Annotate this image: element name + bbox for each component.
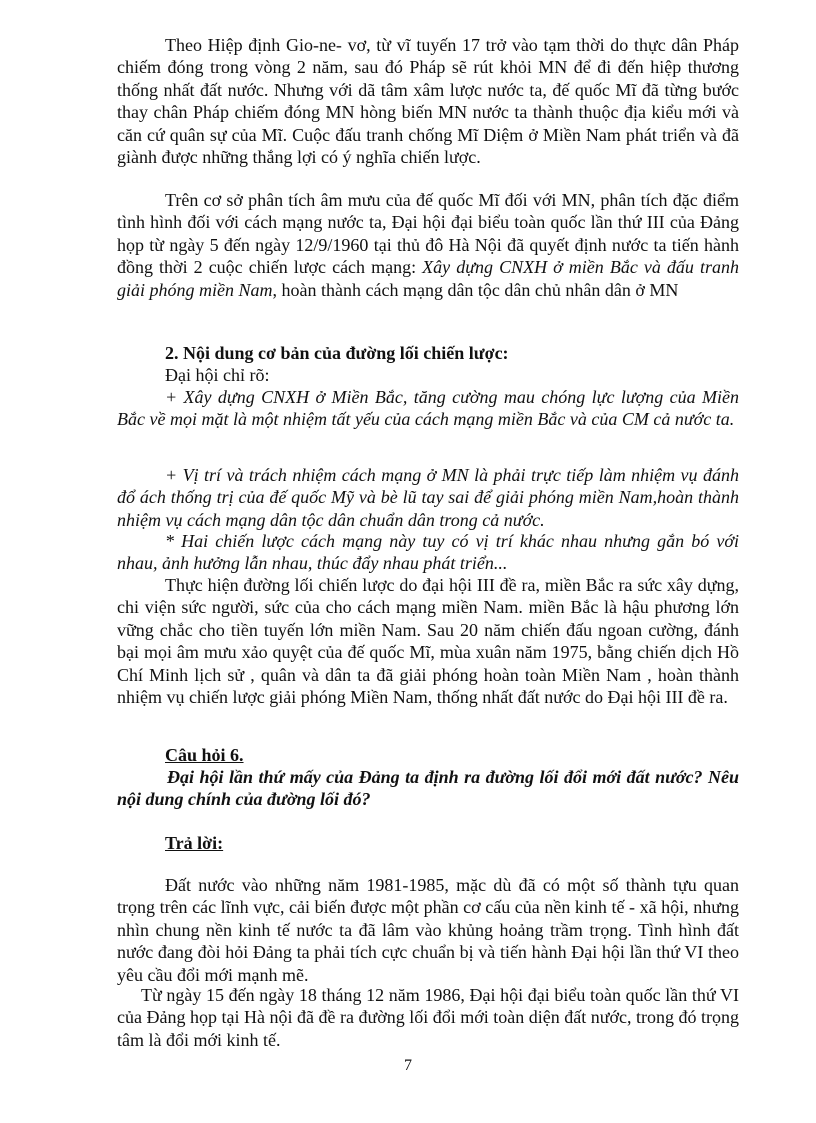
paragraph-crisis: Đất nước vào những năm 1981-1985, mặc dù đã có một số thành tựu quan trọng trên các lĩnh vực, cải biến được một phần cơ cấu của nền kinh tế - xã hội, nhưng nhìn chung nền kinh tế nước ta đã lâm vào khủng hoảng trầm trọng. Tình hình đất nước đang đòi hỏi Đảng ta phải tích cực chuẩn bị và tiến hành Đại hội lần thứ VI theo yêu cầu đổi mới mạnh mẽ. [117,875,739,985]
paragraph-congress-vi: Từ ngày 15 đến ngày 18 tháng 12 năm 1986, Đại hội đại biểu toàn quốc lần thứ VI của Đảng họp tại Hà nội đã đề ra đường lối đổi mới toàn diện đất nước, trong đó trọng tâm là đổi mới kinh tế. [117,985,739,1050]
bullet-north: + Xây dựng CNXH ở Miền Bắc, tăng cường mau chóng lực lượng của Miền Bắc về mọi mặt là một nhiệm tất yếu của cách mạng miền Bắc và của CM cả nước ta. [117,387,739,430]
paragraph-geneva: Theo Hiệp định Gio-ne- vơ, từ vĩ tuyến 17 trở vào tạm thời do thực dân Pháp chiếm đóng trong vòng 2 năm, sau đó Pháp sẽ rút khỏi MN để đi đến hiệp thương thống nhất đất nước. Nhưng với dã tâm xâm lược nước ta, đế quốc Mĩ đã từng bước thay chân Pháp chiếm đóng MN hòng biến MN nước ta thành thuộc địa kiểu mới và căn cứ quân sự của Mĩ. Cuộc đấu tranh chống Mĩ Diệm ở Miền Nam phát triển và đã giành được những thắng lợi có ý nghĩa chiến lược. [117,35,739,168]
page-number: 7 [404,1057,412,1074]
bullet-south: + Vị trí và trách nhiệm cách mạng ở MN là phải trực tiếp làm nhiệm vụ đánh đổ ách thống trị của đế quốc Mỹ và bè lũ tay sai để giải phóng miền Nam,hoàn thành nhiệm vụ cách mạng dân tộc dân chuẩn dân trong cả nước. [117,465,739,530]
question-label: Câu hỏi 6. [165,745,244,765]
dai-hoi-chi-ro: Đại hội chỉ rõ: [165,365,270,385]
paragraph-congress-iii-start: Trên cơ sở phân tích âm mưu của đế quốc Mĩ đối với MN, phân tích đặc điểm tình hình đối với cách mạng nước ta, Đại hội đại biểu toàn quốc lần thứ III của Đảng họp từ ngày 5 đến ngày 12/9/1960 tại thủ đô Hà Nội đã quyết định nước ta tiến hành đồng thời 2 cuộc chiến lược cách mạng: [117,190,739,278]
answer-label: Trả lời: [165,833,224,853]
paragraph-congress-iii [117,189,739,301]
paragraph-congress-iii-end: , hoàn thành cách mạng dân tộc dân chủ nhân dân ở MN [272,279,679,300]
section-heading-2: 2. Nội dung cơ bản của đường lối chiến lược: [165,343,509,363]
question-text: Đại hội lần thứ mấy của Đảng ta định ra đường lối đổi mới đất nước? Nêu nội dung chính của đường lối đó? [117,767,739,810]
paragraph-congress-iii-italic: Xây dựng CNXH ở miền Bắc và đấu tranh giải phóng miền Nam [117,257,739,300]
paragraph-implementation: Thực hiện đường lối chiến lược do đại hội III đề ra, miền Bắc ra sức xây dựng, chi viện sức người, sức của cho cách mạng miền Nam. miền Bắc là hậu phương lớn vững chắc cho tiền tuyến lớn miền Nam. Sau 20 năm chiến đấu ngoan cường, đánh bại mọi âm mưu xảo quyệt của đế quốc Mĩ, mùa xuân năm 1975, bằng chiến dịch Hồ Chí Minh lịch sử , quân và dân ta đã giải phóng hoàn toàn Miền Nam , hoàn thành nhiệm vụ chiến lược giải phóng Miền Nam, thống nhất đất nước do Đại hội III đề ra. [117,575,739,708]
bullet-two-strategies: * Hai chiến lược cách mạng này tuy có vị trí khác nhau nhưng gắn bó với nhau, ảnh hưởng lẫn nhau, thúc đẩy nhau phát triển... [117,531,739,574]
